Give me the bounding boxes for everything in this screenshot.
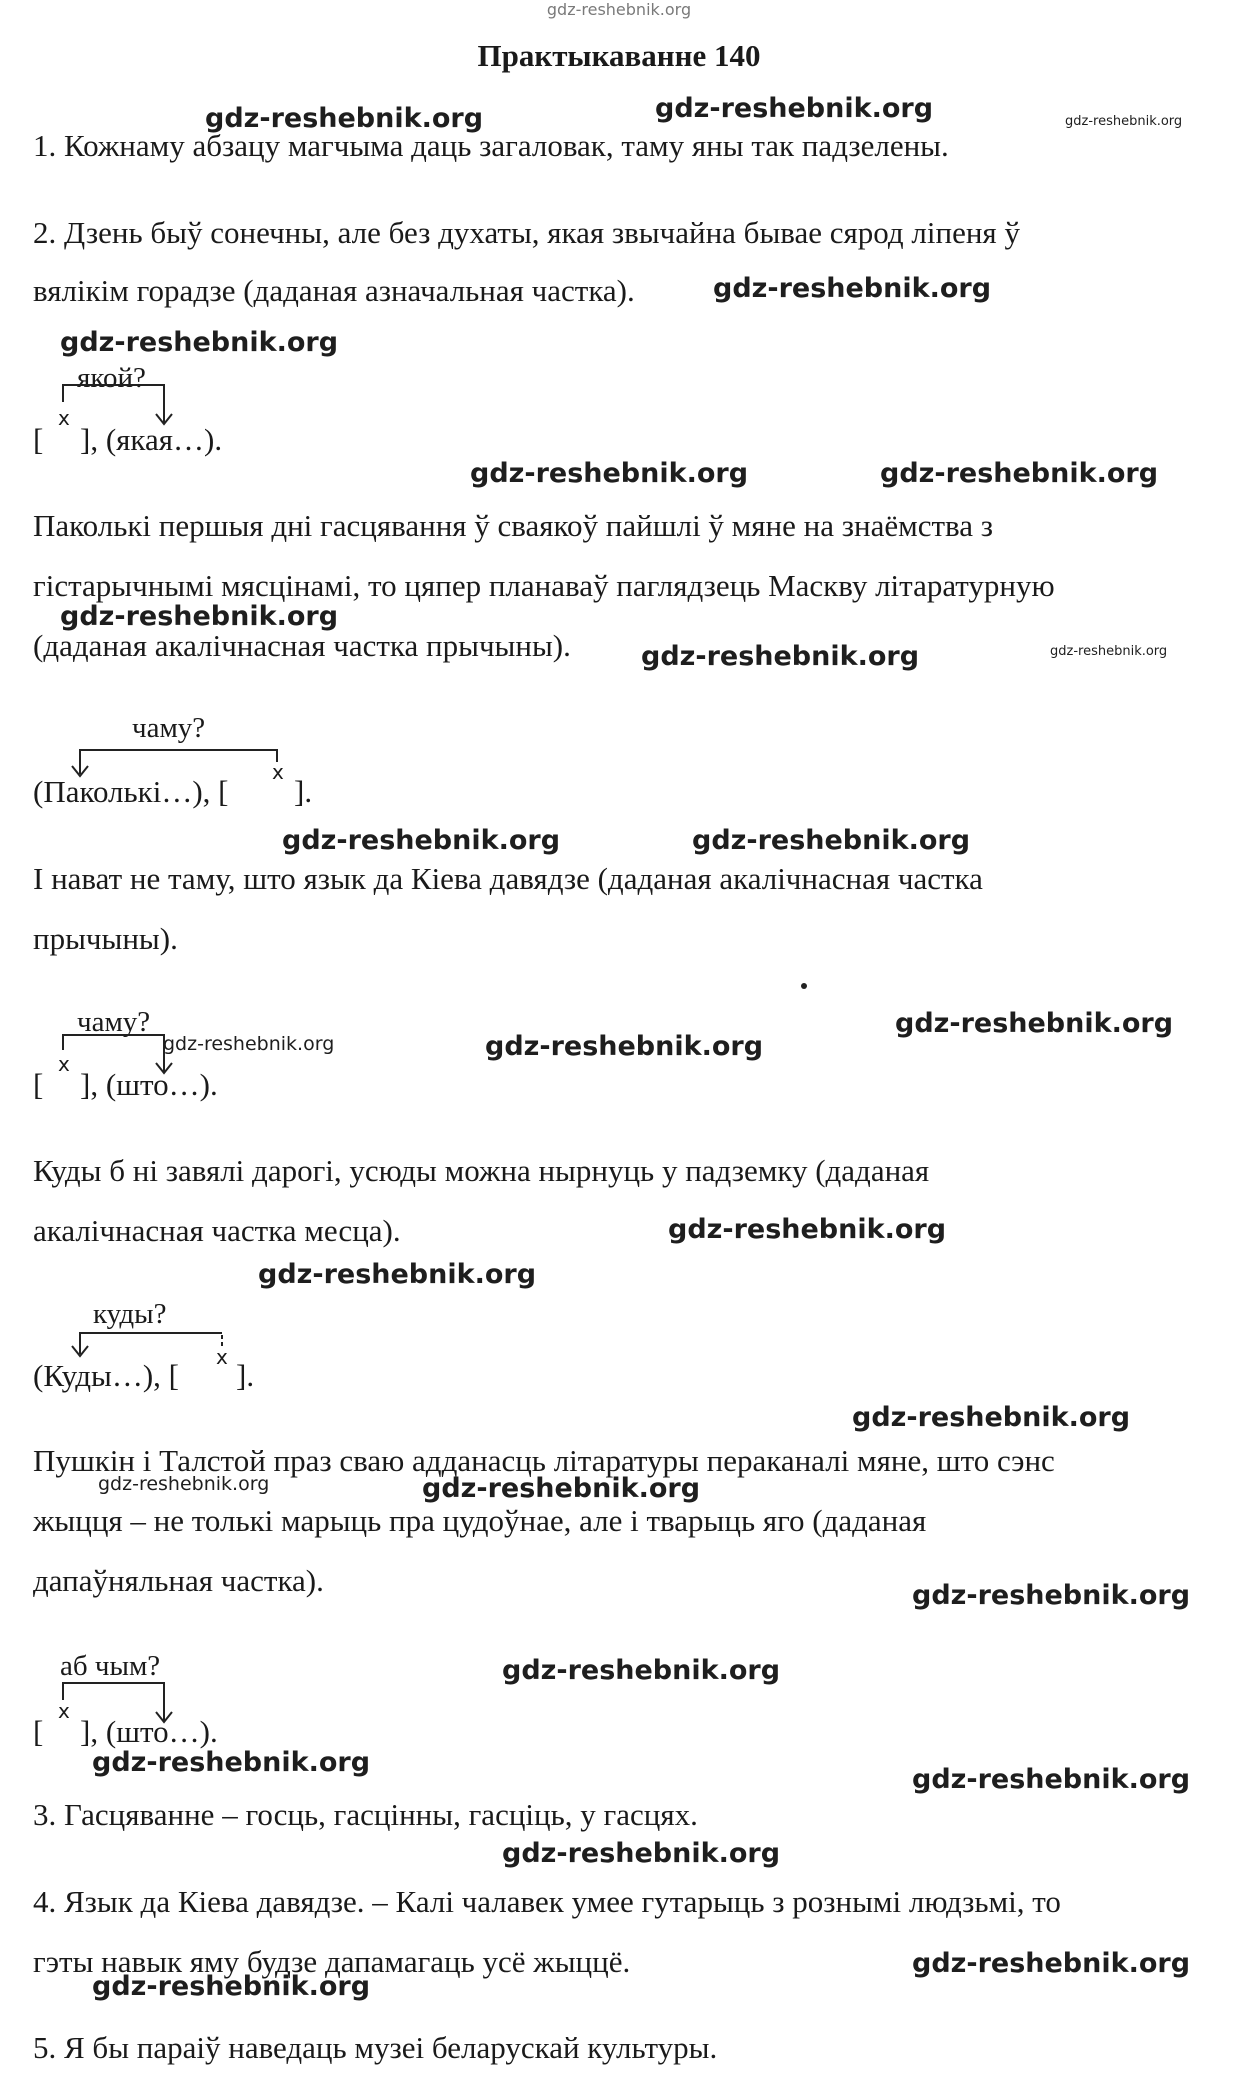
answer-2-sentence-5-line-1: Пушкін і Талстой праз сваю адданасць літаратуры пераканалі мяне, што сэнс — [33, 1443, 1055, 1478]
answer-2-sentence-4-line-1: Куды б ні завялі дарогі, усюды можна нырнуць у падземку (даданая — [33, 1153, 930, 1188]
watermark: gdz-reshebnik.org — [60, 327, 339, 358]
watermark: gdz-reshebnik.org — [713, 273, 992, 304]
watermark: gdz-reshebnik.org — [92, 1747, 371, 1778]
scheme-close: ]. — [236, 1358, 255, 1393]
watermark: gdz-reshebnik.org — [485, 1031, 764, 1062]
scheme-close: ], (што…). — [80, 1714, 218, 1749]
watermark: gdz-reshebnik.org — [1050, 644, 1168, 659]
scheme-open: [ — [33, 1714, 44, 1749]
watermark: gdz-reshebnik.org — [422, 1473, 701, 1504]
watermark: gdz-reshebnik.org — [641, 641, 920, 672]
scheme-open: (Паколькі…), [ — [33, 774, 229, 809]
watermark: gdz-reshebnik.org — [655, 93, 934, 124]
answer-4-line-1: 4. Язык да Кіева давядзе. – Калі чалавек умее гутарыць з рознымі людзьмі, то — [33, 1884, 1061, 1919]
watermark: gdz-reshebnik.org — [852, 1402, 1131, 1433]
scheme-open: (Куды…), [ — [33, 1358, 179, 1393]
scheme-question: аб чым? — [60, 1650, 161, 1682]
top-watermark: gdz-reshebnik.org — [546, 0, 692, 19]
watermark: gdz-reshebnik.org — [92, 1971, 371, 2002]
answer-2-line-2: вялікім горадзе (даданая азначальная частка). — [33, 273, 635, 308]
watermark: gdz-reshebnik.org — [912, 1764, 1191, 1795]
watermark: gdz-reshebnik.org — [470, 458, 749, 489]
watermark: gdz-reshebnik.org — [880, 458, 1159, 489]
page-title: Практыкаванне 140 — [477, 38, 761, 73]
scheme-question: якой? — [77, 362, 146, 394]
answer-2-sentence-2-line-2: гістарычнымі мясцінамі, то цяпер планаваў паглядзець Маскву літаратурную — [33, 568, 1055, 603]
scheme-predicate-mark: x — [216, 1345, 228, 1369]
answer-4-line-2: гэты навык яму будзе дапамагаць усё жыццё. — [33, 1944, 631, 1979]
watermark: gdz-reshebnik.org — [163, 1033, 335, 1055]
watermark: gdz-reshebnik.org — [60, 601, 339, 632]
watermark: gdz-reshebnik.org — [502, 1838, 781, 1869]
scheme-close: ], (што…). — [80, 1067, 218, 1102]
answer-2-sentence-3-line-2: прычыны). — [33, 921, 178, 956]
watermark: gdz-reshebnik.org — [282, 825, 561, 856]
scheme-predicate-mark: x — [58, 1052, 70, 1076]
answer-5: 5. Я бы параіў наведаць музеі беларускай культуры. — [33, 2030, 718, 2065]
answer-2-sentence-4-line-2: акалічнасная частка месца). — [33, 1213, 401, 1248]
answer-2-line-1: 2. Дзень быў сонечны, але без духаты, якая звычайна бывае сярод ліпеня ў — [33, 215, 1020, 250]
watermark: gdz-reshebnik.org — [205, 103, 484, 134]
watermark: gdz-reshebnik.org — [98, 1473, 270, 1495]
answer-2-sentence-5-line-2: жыцця – не толькі марыць пра цудоўнае, але і тварыць яго (даданая — [33, 1503, 927, 1538]
scheme-open: [ — [33, 1067, 44, 1102]
watermark: gdz-reshebnik.org — [668, 1214, 947, 1245]
watermark: gdz-reshebnik.org — [258, 1259, 537, 1290]
answer-1: 1. Кожнаму абзацу магчыма даць загаловак, таму яны так падзелены. — [33, 128, 949, 163]
watermark: gdz-reshebnik.org — [912, 1580, 1191, 1611]
watermark: gdz-reshebnik.org — [1065, 114, 1183, 129]
watermark: gdz-reshebnik.org — [502, 1655, 781, 1686]
scheme-predicate-mark: x — [272, 760, 284, 784]
answer-2-sentence-2-line-3: (даданая акалічнасная частка прычыны). — [33, 628, 571, 663]
answer-2-sentence-3-line-1: І нават не таму, што язык да Кіева давядзе (даданая акалічнасная частка — [33, 861, 983, 896]
scheme-predicate-mark: x — [58, 406, 70, 430]
answer-3: 3. Гасцяванне – госць, гасцінны, гасціць, у гасцях. — [33, 1797, 698, 1832]
watermark: gdz-reshebnik.org — [912, 1948, 1191, 1979]
scheme-open: [ — [33, 422, 44, 457]
answer-2-sentence-2-line-1: Паколькі першыя дні гасцявання ў сваякоў пайшлі ў мяне на знаёмства з — [33, 508, 994, 543]
scheme-question: чаму? — [77, 1006, 151, 1038]
scheme-close: ]. — [294, 774, 313, 809]
scheme-question: чаму? — [132, 712, 206, 744]
watermark: gdz-reshebnik.org — [692, 825, 971, 856]
scheme-predicate-mark: x — [58, 1699, 70, 1723]
scheme-question: куды? — [93, 1298, 167, 1330]
answer-2-sentence-5-line-3: дапаўняльная частка). — [33, 1563, 324, 1598]
watermark: gdz-reshebnik.org — [895, 1008, 1174, 1039]
scheme-close: ], (якая…). — [80, 422, 223, 457]
